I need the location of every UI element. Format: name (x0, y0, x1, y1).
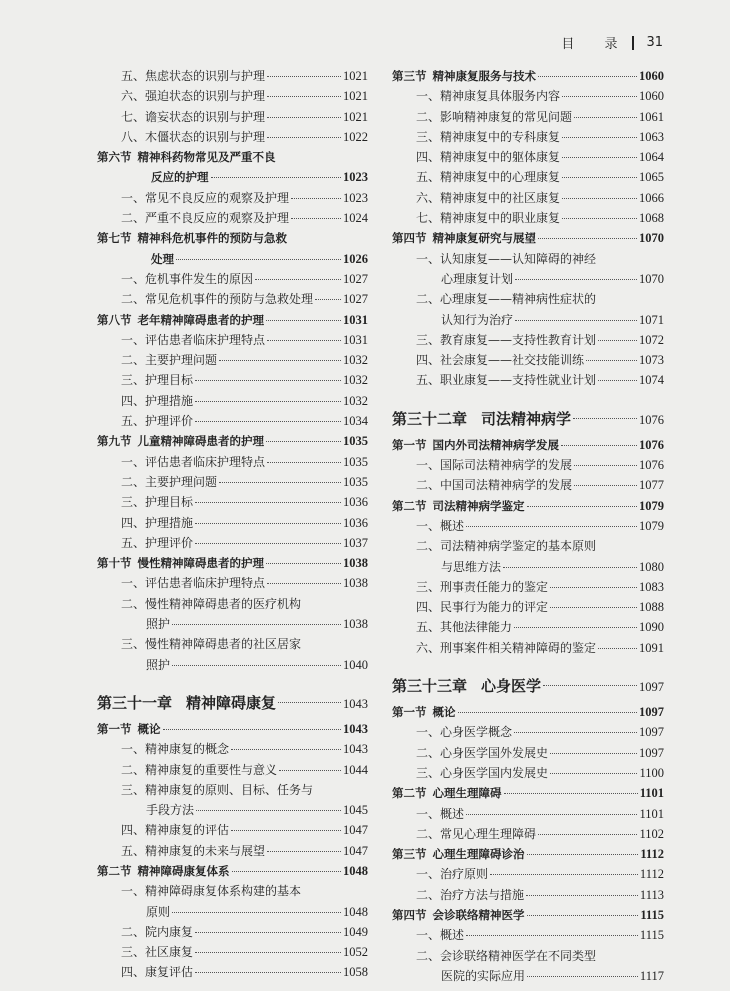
toc-section-heading[interactable]: 第一节 国内外司法精神病学发展 1076 (392, 437, 664, 452)
toc-section-heading[interactable]: 第三节 心理生理障碍诊治 1112 (392, 847, 664, 862)
toc-section-heading[interactable]: 第二节 心理生理障碍 1101 (392, 786, 664, 801)
toc-section-heading[interactable]: 第四节 会诊联络精神医学 1115 (392, 907, 664, 922)
toc-section-heading[interactable]: 第三节 精神康复服务与技术 1060 (392, 69, 664, 83)
toc-item-cont[interactable]: 原则 1048 (146, 904, 368, 919)
toc-item-line[interactable]: 二、会诊联络精神医学在不同类型 (416, 948, 597, 963)
toc-chapter-heading[interactable]: 第三十二章 司法精神病学 1076 (392, 409, 664, 428)
toc-item-line[interactable]: 二、司法精神病学鉴定的基本原则 (416, 539, 597, 554)
toc-item[interactable]: 一、危机事件发生的原因 1027 (121, 271, 368, 286)
toc-item[interactable]: 一、概述 1079 (416, 518, 664, 533)
toc-item[interactable]: 三、心身医学国内发展史 1100 (416, 765, 664, 780)
toc-item[interactable]: 五、精神康复中的心理康复 1065 (416, 170, 664, 185)
toc-item[interactable]: 四、民事行为能力的评定 1088 (416, 600, 664, 615)
header-divider (632, 36, 634, 50)
toc-item-cont[interactable]: 与思维方法 1080 (441, 559, 664, 574)
toc-item[interactable]: 一、治疗原则 1112 (416, 867, 664, 882)
toc-item-cont[interactable]: 认知行为治疗 1071 (441, 312, 664, 327)
toc-item-line[interactable]: 二、慢性精神障碍患者的医疗机构 (121, 596, 302, 611)
toc-section-heading-cont[interactable]: 反应的护理 1023 (151, 170, 368, 185)
toc-item[interactable]: 二、中国司法精神病学的发展 1077 (416, 478, 664, 493)
toc-item[interactable]: 七、精神康复中的职业康复 1068 (416, 211, 664, 226)
toc-section-heading[interactable]: 第八节 老年精神障碍患者的护理 1031 (97, 312, 368, 327)
toc-item[interactable]: 一、国际司法精神病学的发展 1076 (416, 458, 664, 473)
toc-item-cont[interactable]: 心理康复计划 1070 (441, 271, 664, 286)
toc-item[interactable]: 五、焦虑状态的识别与护理 1021 (121, 69, 368, 83)
toc-item[interactable]: 二、常见危机事件的预防与急救处理 1027 (121, 292, 368, 307)
toc-section-heading[interactable]: 第六节 精神科药物常见及严重不良 (97, 150, 276, 165)
toc-section-heading[interactable]: 第七节 精神科危机事件的预防与急救 (97, 231, 287, 246)
toc-right-column (392, 66, 664, 986)
toc-item-line[interactable]: 一、认知康复——认知障碍的神经 (416, 251, 597, 266)
toc-chapter-heading[interactable]: 第三十三章 心身医学 1097 (392, 677, 664, 696)
toc-section-heading[interactable]: 第九节 儿童精神障碍患者的护理 1035 (97, 434, 368, 449)
toc-item-cont[interactable]: 手段方法 1045 (146, 803, 368, 818)
toc-item[interactable]: 一、评估患者临床护理特点 1038 (121, 576, 368, 591)
toc-section-heading[interactable]: 第二节 司法精神病学鉴定 1079 (392, 498, 664, 513)
toc-left-column (97, 66, 368, 983)
toc-item[interactable]: 四、精神康复的评估 1047 (121, 823, 368, 838)
toc-item[interactable]: 三、教育康复——支持性教育计划 1072 (416, 332, 664, 347)
toc-item[interactable]: 一、常见不良反应的观察及护理 1023 (121, 190, 368, 205)
toc-item[interactable]: 一、评估患者临床护理特点 1031 (121, 332, 368, 347)
toc-item[interactable]: 二、常见心理生理障碍 1102 (416, 826, 664, 841)
toc-item[interactable]: 四、社会康复——社交技能训练 1073 (416, 353, 664, 368)
toc-item[interactable]: 二、影响精神康复的常见问题 1061 (416, 109, 664, 124)
toc-item[interactable]: 五、护理评价 1034 (121, 414, 368, 429)
toc-item[interactable]: 三、护理目标 1032 (121, 373, 368, 388)
toc-item[interactable]: 七、谵妄状态的识别与护理 1021 (121, 109, 368, 124)
toc-item[interactable]: 四、护理措施 1032 (121, 393, 368, 408)
toc-item[interactable]: 四、精神康复中的躯体康复 1064 (416, 150, 664, 165)
toc-item-line[interactable]: 三、精神康复的原则、目标、任务与 (121, 782, 314, 797)
toc-item[interactable]: 三、社区康复 1052 (121, 945, 368, 960)
toc-item[interactable]: 二、心身医学国外发展史 1097 (416, 745, 664, 760)
toc-item[interactable]: 五、职业康复——支持性就业计划 1074 (416, 373, 664, 388)
toc-item[interactable]: 二、治疗方法与措施 1113 (416, 887, 664, 902)
toc-item[interactable]: 五、精神康复的未来与展望 1047 (121, 843, 368, 858)
page-header (561, 33, 663, 52)
toc-item[interactable]: 一、精神康复的概念 1043 (121, 742, 368, 757)
header-title: 目 录 (561, 37, 631, 52)
toc-section-heading[interactable]: 第一节 概论 1043 (97, 721, 368, 736)
toc-item[interactable]: 一、概述 1115 (416, 928, 664, 943)
toc-item[interactable]: 一、概述 1101 (416, 806, 664, 821)
toc-item-line[interactable]: 一、精神障碍康复体系构建的基本 (121, 884, 302, 899)
toc-item[interactable]: 三、刑事责任能力的鉴定 1083 (416, 579, 664, 594)
toc-item[interactable]: 三、护理目标 1036 (121, 495, 368, 510)
toc-item[interactable]: 四、康复评估 1058 (121, 965, 368, 980)
header-page-number: 31 (646, 35, 663, 50)
toc-item[interactable]: 二、院内康复 1049 (121, 924, 368, 939)
toc-item[interactable]: 六、精神康复中的社区康复 1066 (416, 190, 664, 205)
toc-item-line[interactable]: 三、慢性精神障碍患者的社区居家 (121, 637, 302, 652)
toc-item-cont[interactable]: 照护 1040 (146, 657, 368, 672)
toc-item[interactable]: 一、心身医学概念 1097 (416, 725, 664, 740)
toc-item[interactable]: 六、强迫状态的识别与护理 1021 (121, 89, 368, 104)
toc-item-cont[interactable]: 照护 1038 (146, 617, 368, 632)
toc-item[interactable]: 五、护理评价 1037 (121, 535, 368, 550)
toc-item-cont[interactable]: 医院的实际应用 1117 (441, 968, 664, 983)
toc-item[interactable]: 四、护理措施 1036 (121, 515, 368, 530)
toc-item[interactable]: 一、精神康复具体服务内容 1060 (416, 89, 664, 104)
toc-item[interactable]: 三、精神康复中的专科康复 1063 (416, 129, 664, 144)
toc-item[interactable]: 二、精神康复的重要性与意义 1044 (121, 762, 368, 777)
toc-chapter-heading[interactable]: 第三十一章 精神障碍康复 1043 (97, 693, 368, 712)
toc-item[interactable]: 二、主要护理问题 1032 (121, 353, 368, 368)
toc-section-heading-cont[interactable]: 处理 1026 (151, 251, 368, 266)
toc-item[interactable]: 一、评估患者临床护理特点 1035 (121, 454, 368, 469)
toc-item[interactable]: 八、木僵状态的识别与护理 1022 (121, 129, 368, 144)
toc-section-heading[interactable]: 第十节 慢性精神障碍患者的护理 1038 (97, 556, 368, 571)
toc-item[interactable]: 五、其他法律能力 1090 (416, 620, 664, 635)
toc-item[interactable]: 二、主要护理问题 1035 (121, 474, 368, 489)
toc-section-heading[interactable]: 第四节 精神康复研究与展望 1070 (392, 231, 664, 246)
toc-item[interactable]: 二、严重不良反应的观察及护理 1024 (121, 211, 368, 226)
toc-section-heading[interactable]: 第一节 概论 1097 (392, 705, 664, 720)
toc-item[interactable]: 六、刑事案件相关精神障碍的鉴定 1091 (416, 640, 664, 655)
toc-section-heading[interactable]: 第二节 精神障碍康复体系 1048 (97, 863, 368, 878)
toc-item-line[interactable]: 二、心理康复——精神病性症状的 (416, 292, 597, 307)
